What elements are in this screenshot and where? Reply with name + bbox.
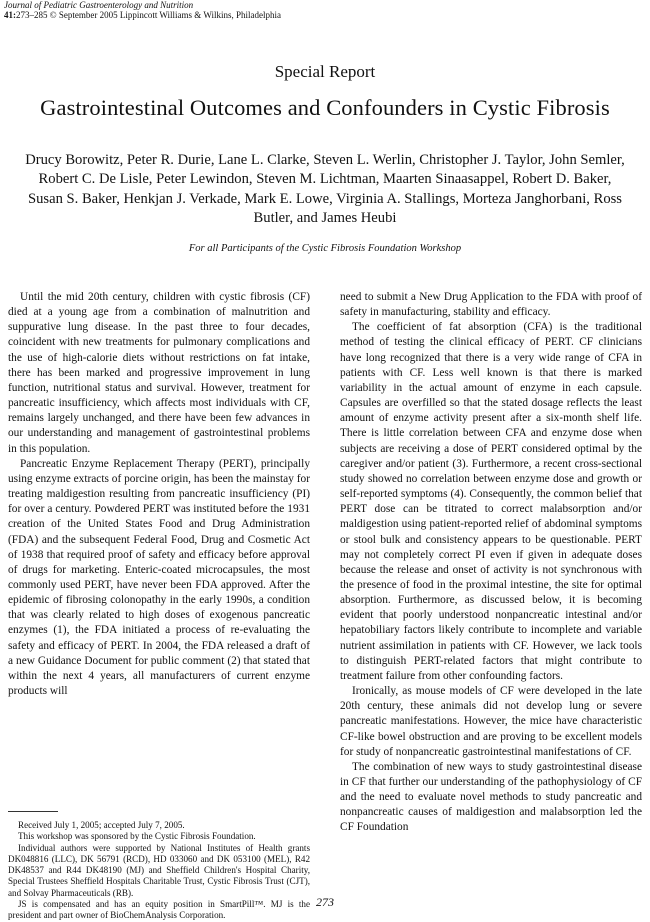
author-list: Drucy Borowitz, Peter R. Durie, Lane L. Clarke, Steven L. Werlin, Christopher J. Taylor, John Semler, Robert C. De Lisle, Peter Lewindon, Steven M. Lichtman, Maarten Sinaasappel, Robert D. Baker, Susan S. Baker, Henkjan J. Verkade, Mark E. Lowe, Virginia A. Stallings, Morteza Janghorbani, Ross Butler, and James Heubi bbox=[25, 152, 625, 226]
body-paragraph: Until the mid 20th century, children with cystic fibrosis (CF) died at a young age from a combination of malnutrition and suppurative lung disease. In the past three to four decades, coincident with new treatments for pulmonary complications and the use of high-calorie diets without restrictions on fat intake, there has been marked and progressive improvement in lung function, nutritional status and survival. However, treatment for pancreatic insufficiency, which affects most individuals with CF, remains largely unchanged, and there have been few advances in our understanding and management of gastrointestinal problems in this population. bbox=[8, 291, 310, 455]
body-paragraph: Ironically, as mouse models of CF were developed in the late 20th century, these animals did not develop lung or severe pancreatic manifestations. However, the mice have characteristic CF-like bowel obstruction and are proving to be excellent models for study of nonpancreatic gastrointestinal manifestations of CF. bbox=[340, 685, 642, 758]
article-title: Gastrointestinal Outcomes and Confounders in Cystic Fibrosis bbox=[40, 95, 610, 120]
footnote-divider bbox=[8, 811, 58, 812]
right-column bbox=[340, 290, 642, 836]
page-number: 273 bbox=[316, 895, 334, 909]
footnote: JS is compensated and has an equity position in SmartPill™. MJ is the president and part owner of BioChemAnalysis Corporation. bbox=[8, 899, 310, 921]
affiliation-line: For all Participants of the Cystic Fibrosis Foundation Workshop bbox=[188, 243, 462, 254]
footnote: Individual authors were supported by National Institutes of Health grants DK048816 (LLC), DK 56791 (RCD), HD 033060 and DK 053100 (MEL), R42 DK48537 and R44 DK48190 (MJ) and Sheffield Children's Hospital Charity, Special Trustees Sheffield Hospitals Charitable Trust, Cystic Fibrosis Trust (CJT), and Solvay Pharmaceuticals (RB). bbox=[8, 842, 310, 898]
left-column bbox=[8, 290, 310, 699]
section-label: Special Report bbox=[274, 62, 376, 81]
footnote: Received July 1, 2005; accepted July 7, 2005. bbox=[18, 820, 185, 830]
volume-number: 41: bbox=[4, 9, 16, 20]
running-header bbox=[4, 1, 281, 20]
body-paragraph: need to submit a New Drug Application to the FDA with proof of safety in manufacturing, stability and efficacy. bbox=[340, 291, 642, 319]
body-paragraph: The combination of new ways to study gastrointestinal disease in CF that further our understanding of the pathophysiology of CF and the need to evaluate novel methods to study pancreatic and nonpancreatic causes of maldigestion and malabsorption led the CF Foundation bbox=[340, 760, 642, 834]
body-paragraph: Pancreatic Enzyme Replacement Therapy (PERT), principally using enzyme extracts of porcine origin, has been the mainstay for treating maldigestion resulting from pancreatic insufficiency (PI) for over a century. Powdered PERT was instituted before the 1931 creation of the United States Food and Drug Administration (FDA) and the subsequent Federal Food, Drug and Cosmetic Act of 1938 that required proof of safety and efficacy before approval of drugs for marketing. Enteric-coated microcapsules, the most commonly used PERT, have never been FDA approved. After the epidemic of fibrosing colonopathy in the early 1990s, a condition that was clearly related to high doses of exogenous pancreatic enzymes (1), the FDA initiated a process of re-evaluating the safety and efficacy of PERT. In 2004, the FDA released a draft of a new Guidance Document for public comment (2) that stated that within the next 4 years, all manufacturers of current enzyme products will bbox=[8, 457, 310, 698]
citation-line: 273–285 © September 2005 Lippincott Williams & Wilkins, Philadelphia bbox=[16, 9, 282, 20]
body-paragraph: The coefficient of fat absorption (CFA) is the traditional method of testing the clinical efficacy of PERT. CF clinicians have long recognized that there is a very wide range of CFA in patients with CF. Less well known is that there is marked variability in the actual amount of enzyme in each capsule. Capsules are overfilled so that the stated dosage reflects the least amount of enzyme activity present after a six-month shelf life. There is little correlation between CFA and enzyme dose when subjects are receiving a dose of PERT considered optimal by the caregiver and/or patient (3). Furthermore, a recent cross-sectional study showed no correlation between enzyme dose and growth or self-reported symptoms (4). Consequently, the common belief that PERT dose can be titrated to correct malabsorption and/or maldigestion using patient-reported relief of abdominal symptoms or stool bulk and consistency appears to be questionable. PERT may not completely correct PI even if given in adequate doses because the release and onset of activity is not synchronous with the presence of food in the proximal intestine, the site for optimal absorption. Furthermore, as discussed below, it is becoming evident that poorly understood nonpancreatic intestinal and/or hepatobiliary factors likely contribute to incomplete and variable nutrient assimilation in patients with CF. However, we lack tools to distinguish PERT-related factors that might contribute to treatment failure from other confounding factors. bbox=[340, 321, 642, 682]
journal-name: Journal of Pediatric Gastroenterology and Nutrition bbox=[4, 0, 194, 10]
footnote: This workshop was sponsored by the Cystic Fibrosis Foundation. bbox=[18, 831, 256, 842]
